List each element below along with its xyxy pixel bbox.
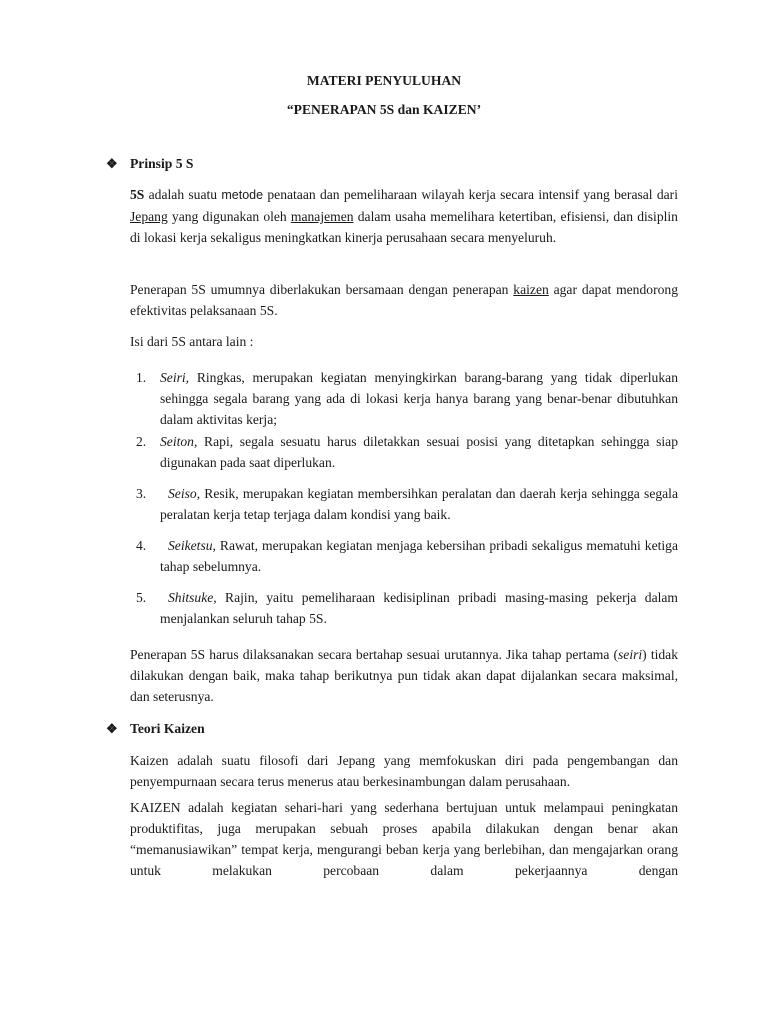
list-number: 3.: [136, 486, 147, 501]
paragraph-kaizen-activity: KAIZEN adalah kegiatan sehari-hari yang sederhana bertujuan untuk melampaui peningkatan produktifitas, juga merupakan sebuah proses apabila dilakukan dengan benar akan “memanusiawikan” tempat kerja, mengurangi beban kerja yang berlebihan, dan mengajarkan orang untuk melakukan percobaan dalam pekerjaannya dengan: [130, 800, 678, 878]
paragraph-5s-definition: 5S adalah suatu metode penataan dan pemeliharaan wilayah kerja secara intensif yang berasal dari Jepang yang digunakan oleh manajemen dalam usaha memelihara ketertiban, efisiensi, dan disiplin di lokasi kerja sekaligus meningkatkan kinerja perusahaan secara menyeluruh.: [130, 187, 678, 245]
document-subtitle: “PENERAPAN 5S dan KAIZEN’: [286, 102, 482, 117]
document-title: MATERI PENYULUHAN: [306, 73, 462, 88]
list-item-shitsuke: 5. Shitsuke, Rajin, yaitu pemeliharaan kedisiplinan pribadi masing-masing pekerja dalam menjalankan seluruh tahap 5S.: [130, 587, 678, 629]
list-number: 5.: [136, 590, 147, 605]
list-number: 4.: [136, 538, 147, 553]
diamond-bullet-icon: ❖: [106, 156, 118, 171]
section-heading-prinsip-5s: [106, 154, 193, 174]
list-number: 2.: [136, 434, 147, 449]
term-5s: 5S: [130, 187, 145, 202]
link-kaizen[interactable]: kaizen: [513, 282, 549, 297]
section-heading-text: Prinsip 5 S: [130, 156, 194, 171]
list-item-seiton: 2. Seiton, Rapi, segala sesuatu harus diletakkan sesuai posisi yang ditetapkan sehingga siap digunakan pada saat diperlukan.: [130, 431, 678, 473]
diamond-bullet-icon: ❖: [106, 721, 118, 736]
term-seiton: Seiton: [160, 434, 194, 449]
paragraph-isi-5s: Isi dari 5S antara lain :: [130, 334, 254, 349]
paragraph-tahapan-5s: Penerapan 5S harus dilaksanakan secara bertahap sesuai urutannya. Jika tahap pertama (seiri) tidak dilakukan dengan baik, maka tahap berikutnya pun tidak akan dapat dijalankan secara maksimal, dan seterusnya.: [130, 647, 678, 704]
link-manajemen[interactable]: manajemen: [290, 209, 354, 224]
list-item-seiso: 3. Seiso, Resik, merupakan kegiatan membersihkan peralatan dan daerah kerja sehingga segala peralatan kerja tetap terjaga dalam kondisi yang baik.: [130, 483, 678, 525]
list-item-seiri: 1. Seiri, Ringkas, merupakan kegiatan menyingkirkan barang-barang yang tidak diperlukan sehingga segala barang yang ada di lokasi kerja hanya barang yang benar-benar dibutuhkan dalam aktivitas kerja;: [130, 367, 678, 430]
term-seiketsu: Seiketsu: [168, 538, 213, 553]
paragraph-penerapan-5s: Penerapan 5S umumnya diberlakukan bersamaan dengan penerapan kaizen agar dapat mendorong efektivitas pelaksanaan 5S.: [130, 282, 678, 318]
list-number: 1.: [136, 370, 147, 385]
term-seiso: Seiso: [168, 486, 197, 501]
term-seiri-inline: seiri: [618, 647, 643, 662]
section-heading-teori-kaizen: [106, 719, 205, 739]
section-heading-text: Teori Kaizen: [130, 721, 205, 736]
link-jepang[interactable]: Jepang: [130, 209, 168, 224]
term-metode: metode: [221, 188, 264, 202]
title-block: [0, 71, 768, 120]
paragraph-kaizen-definition: Kaizen adalah suatu filosofi dari Jepang yang memfokuskan diri pada pengembangan dan penyempurnaan secara terus menerus atau berkesinambungan dalam perusahaan.: [130, 753, 678, 789]
term-shitsuke: Shitsuke,: [168, 590, 217, 605]
term-seiri: Seiri,: [160, 370, 190, 385]
list-item-seiketsu: 4. Seiketsu, Rawat, merupakan kegiatan menjaga kebersihan pribadi sekaligus mematuhi ketiga tahap sebelumnya.: [130, 535, 678, 577]
